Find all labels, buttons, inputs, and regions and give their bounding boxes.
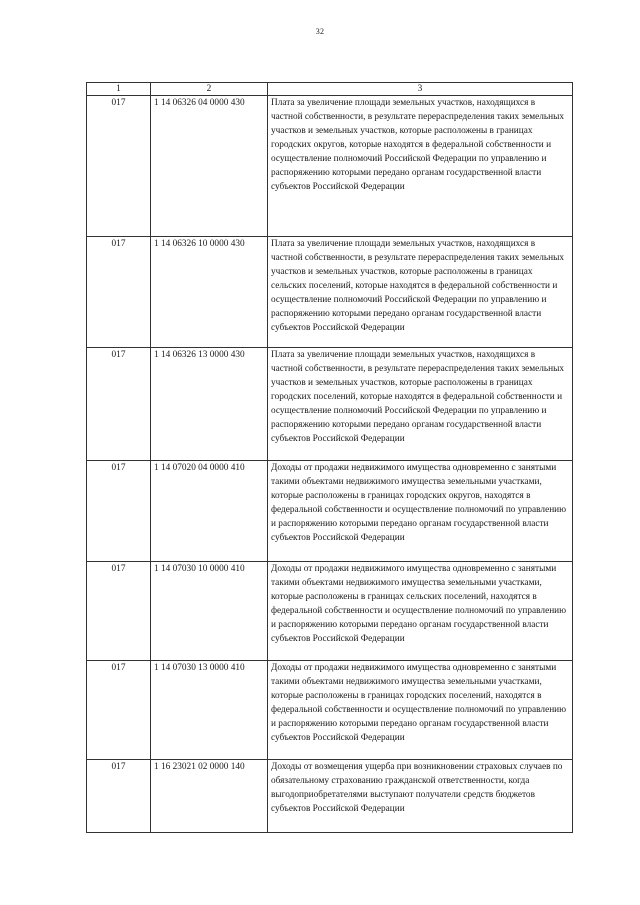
revenue-description-cell: Доходы от продажи недвижимого имущества одновременно с занятыми такими объектами недвижимого имущества земельными участками, которые расположены в границах городских округов, находятся в федеральной собственности и осуществление полномочий по управлению и распоряжению которыми передано органам государственной власти субъектов Российской Федерации [268, 461, 573, 562]
page-number: 32 [315, 27, 325, 36]
revenue-code-cell: 1 14 06326 04 0000 430 [151, 96, 268, 237]
table-row [87, 237, 573, 348]
table-row [87, 661, 573, 760]
column-header-3: 3 [268, 83, 573, 96]
table-row [87, 562, 573, 661]
revenue-description-cell: Доходы от возмещения ущерба при возникновении страховых случаев по обязательному страхованию гражданской ответственности, когда выгодоприобретателями выступают получатели средств бюджетов субъектов Российской Федерации [268, 760, 573, 833]
revenue-description-cell: Доходы от продажи недвижимого имущества одновременно с занятыми такими объектами недвижимого имущества земельными участками, которые расположены в границах сельских поселений, находятся в федеральной собственности и осуществление полномочий по управлению и распоряжению которыми передано органам государственной власти субъектов Российской Федерации [268, 562, 573, 661]
table-header-row [87, 83, 573, 96]
revenue-description-cell: Доходы от продажи недвижимого имущества одновременно с занятыми такими объектами недвижимого имущества земельными участками, которые расположены в границах городских поселений, находятся в федеральной собственности и осуществление полномочий по управлению и распоряжению которыми передано органам государственной власти субъектов Российской Федерации [268, 661, 573, 760]
revenue-code-cell: 1 14 06326 13 0000 430 [151, 348, 268, 461]
table-row [87, 348, 573, 461]
administrator-code-cell: 017 [87, 237, 151, 348]
revenue-description-cell: Плата за увеличение площади земельных участков, находящихся в частной собственности, в результате перераспределения таких земельных участков и земельных участков, которые расположены в границах городских поселений, которые находятся в федеральной собственности и осуществление полномочий Российской Федерации по управлению и распоряжению которыми передано органам государственной власти субъектов Российской Федерации [268, 348, 573, 461]
revenue-code-cell: 1 14 07020 04 0000 410 [151, 461, 268, 562]
revenue-codes-table [86, 82, 573, 833]
revenue-code-cell: 1 14 06326 10 0000 430 [151, 237, 268, 348]
revenue-code-cell: 1 14 07030 13 0000 410 [151, 661, 268, 760]
table-row [87, 760, 573, 833]
revenue-description-cell: Плата за увеличение площади земельных участков, находящихся в частной собственности, в результате перераспределения таких земельных участков и земельных участков, которые расположены в границах сельских поселений, которые находятся в федеральной собственности и осуществление полномочий Российской Федерации по управлению и распоряжению которыми передано органам государственной власти субъектов Российской Федерации [268, 237, 573, 348]
column-header-2: 2 [151, 83, 268, 96]
revenue-code-cell: 1 14 07030 10 0000 410 [151, 562, 268, 661]
administrator-code-cell: 017 [87, 661, 151, 760]
administrator-code-cell: 017 [87, 760, 151, 833]
administrator-code-cell: 017 [87, 96, 151, 237]
column-header-1: 1 [87, 83, 151, 96]
administrator-code-cell: 017 [87, 461, 151, 562]
administrator-code-cell: 017 [87, 562, 151, 661]
table-row [87, 461, 573, 562]
revenue-description-cell: Плата за увеличение площади земельных участков, находящихся в частной собственности, в результате перераспределения таких земельных участков и земельных участков, которые расположены в границах городских округов, которые находятся в федеральной собственности и осуществление полномочий Российской Федерации по управлению и распоряжению которыми передано органам государственной власти субъектов Российской Федерации [268, 96, 573, 237]
table-row [87, 96, 573, 237]
revenue-code-cell: 1 16 23021 02 0000 140 [151, 760, 268, 833]
administrator-code-cell: 017 [87, 348, 151, 461]
